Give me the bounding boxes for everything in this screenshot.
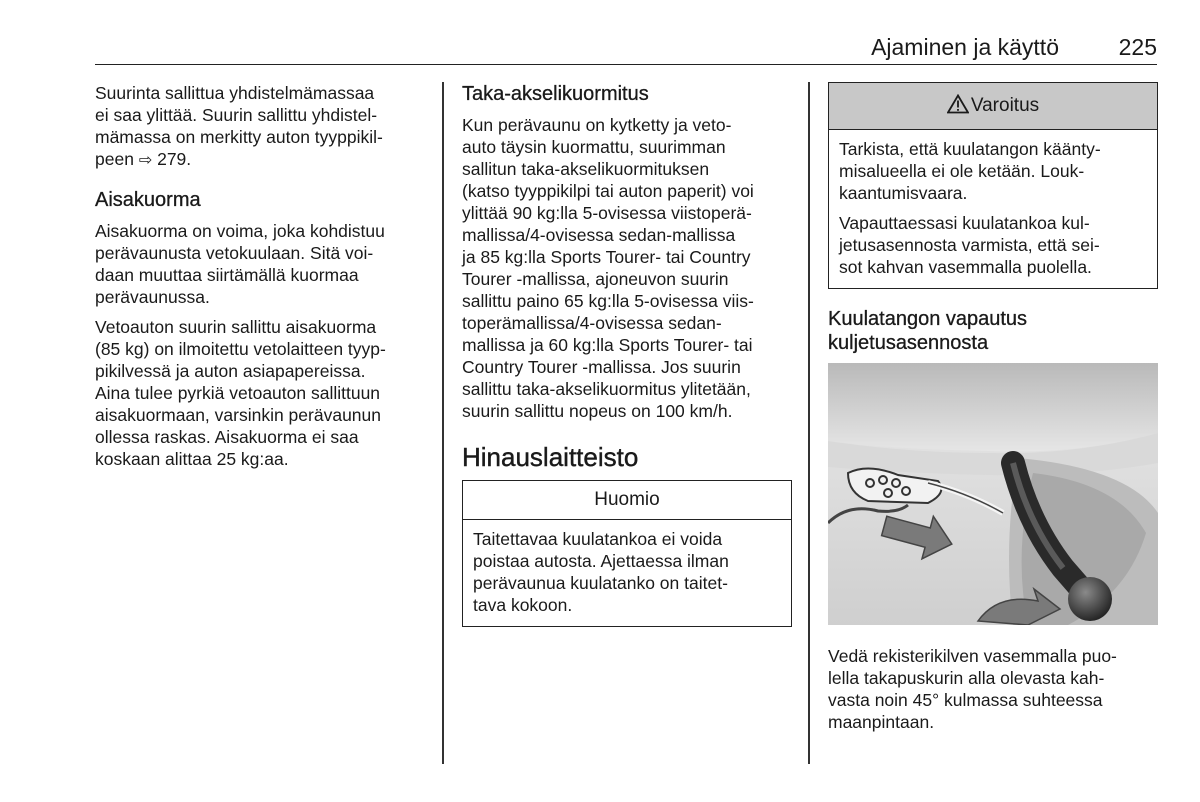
paragraph: Aisakuorma on voima, joka kohdistuu perävaunusta vetokuulaan. Sitä voi- daan muuttaa siirtämällä kuormaa perävaunussa. bbox=[95, 221, 385, 307]
heading-taka-akselikuormitus: Taka-akselikuormitus bbox=[462, 83, 649, 105]
column-divider bbox=[808, 82, 810, 764]
page-reference[interactable]: 279. bbox=[157, 149, 192, 169]
warning-box bbox=[828, 82, 1158, 289]
page-number: 225 bbox=[1118, 34, 1157, 60]
warning-text: Vapauttaessasi kuulatankoa kul- jetusasennosta varmista, että sei- sot kahvan vasemmalla puolella. bbox=[839, 213, 1100, 277]
paragraph: Kun perävaunu on kytketty ja veto- auto täysin kuormattu, suurimman sallitun taka-akselikuormituksen (katso tyyppikilpi tai auton paperit) voi ylittää 90 kg:lla 5-ovisessa viistoperä- mallissa/4-ovisessa sedan-mallissa ja 85 kg:lla Sports Tourer- tai Country Tourer -mallissa, ajoneuvon suurin sallittu paino 65 kg:lla 5-ovisessa viis- toperämallissa/4-ovisessa sedan- mallissa ja 60 kg:lla Sports Tourer- tai Country Tourer -mallissa. Jos suurin sallittu taka-akselikuormitus ylitetään, suurin sallittu nopeus on 100 km/h. bbox=[462, 115, 754, 421]
warning-title: Varoitus bbox=[970, 95, 1040, 116]
heading-hinauslaitteisto: Hinauslaitteisto bbox=[462, 442, 639, 472]
intro-text: Suurinta sallittua yhdistelmämassaa ei saa ylittää. Suurin sallittu yhdistel- mämassa on merkitty auton tyyppikil- peen bbox=[95, 83, 383, 169]
note-title: Huomio bbox=[463, 481, 791, 520]
paragraph: Vetoauton suurin sallittu aisakuorma (85 kg) on ilmoitettu vetolaitteen tyyp- pikilvessä ja auton asiapapereissa. Aina tulee pyrkiä vetoauton sallittuun aisakuormaan, varsinkin perävaunun ollessa raskas. Aisakuorma ei saa koskaan alittaa 25 kg:aa. bbox=[95, 317, 386, 469]
warning-header bbox=[829, 83, 1157, 130]
heading-aisakuorma: Aisakuorma bbox=[95, 189, 201, 211]
column-middle bbox=[462, 82, 792, 645]
page-header bbox=[95, 30, 1157, 65]
note-box bbox=[462, 480, 792, 627]
note-body: Taitettavaa kuulatankoa ei voida poistaa autosta. Ajettaessa ilman perävaunua kuulatanko on taitet- tava kokoon. bbox=[473, 529, 729, 615]
arrow-right-outline-icon: ⇨ bbox=[138, 152, 153, 169]
warning-triangle-icon bbox=[947, 86, 969, 132]
heading-kuulatangon-vapautus: Kuulatangon vapautus kuljetusasennosta bbox=[828, 308, 1028, 354]
column-right bbox=[828, 82, 1158, 741]
intro-paragraph bbox=[95, 82, 425, 172]
column-left bbox=[95, 82, 425, 478]
section-title: Ajaminen ja käyttö bbox=[871, 34, 1059, 60]
column-divider bbox=[442, 82, 444, 764]
warning-text: Tarkista, että kuulatangon käänty- misalueella ei ole ketään. Louk- kaantumisvaara. bbox=[839, 139, 1101, 203]
figure-caption: Vedä rekisterikilven vasemmalla puo- lella takapuskurin alla olevasta kah- vasta noin 45° kulmassa suhteessa maanpintaan. bbox=[828, 646, 1117, 732]
tow-bar-release-illustration bbox=[828, 363, 1158, 625]
